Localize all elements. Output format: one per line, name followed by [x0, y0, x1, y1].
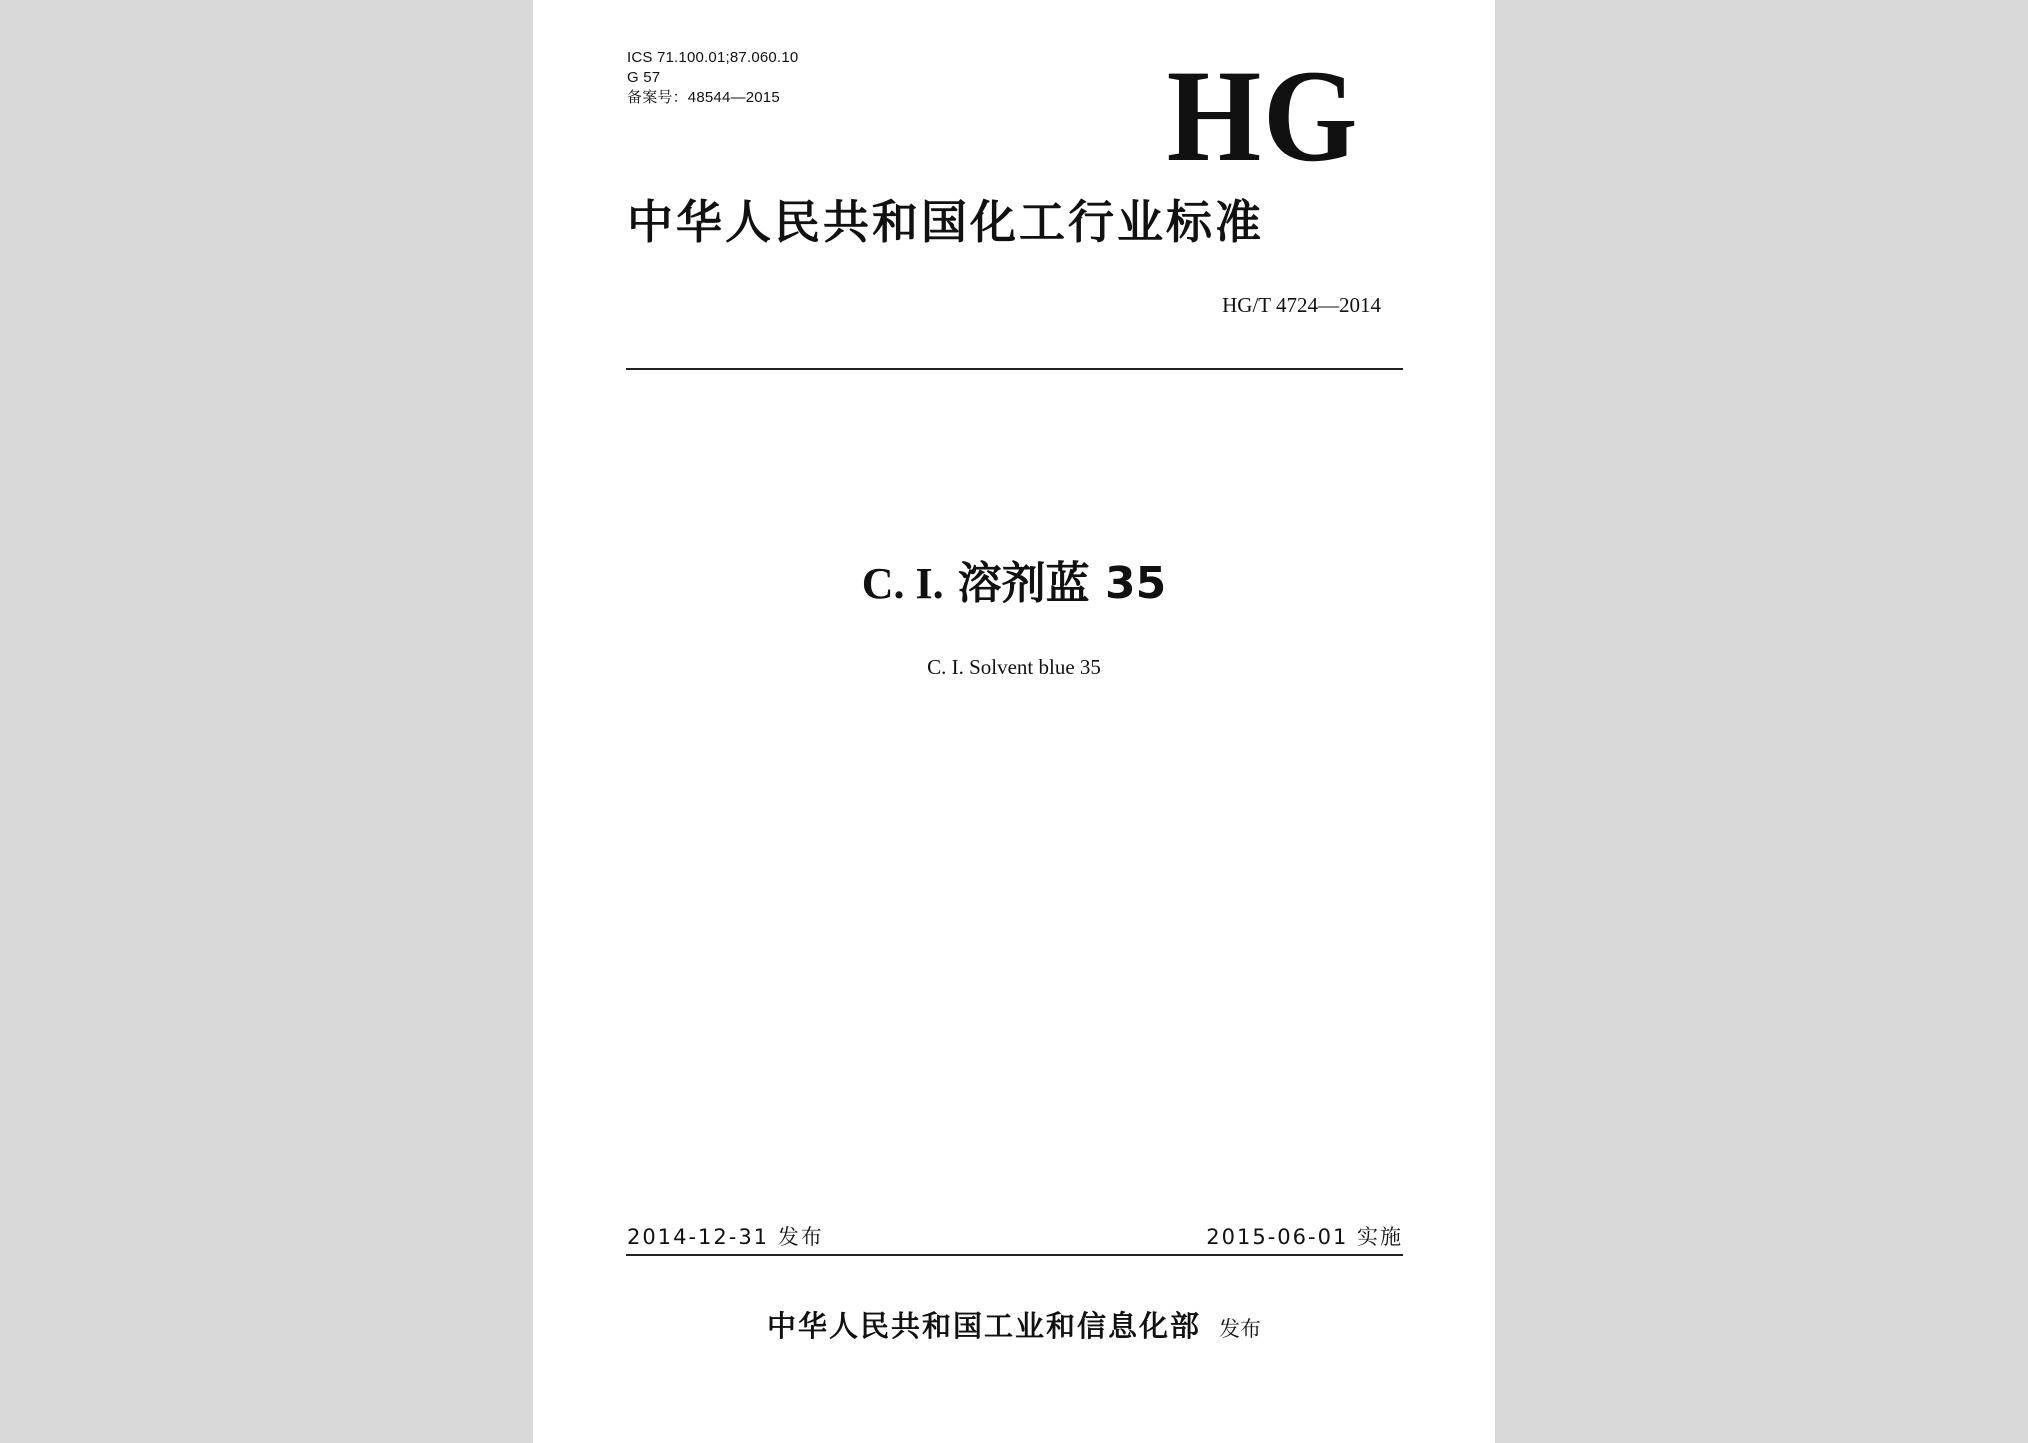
top-divider — [626, 368, 1403, 370]
publisher-action: 发布 — [1219, 1317, 1261, 1341]
standard-number: HG/T 4724—2014 — [1222, 293, 1381, 317]
hg-logo: HG — [1166, 42, 1359, 189]
issue-date: 2014-12-31 发布 — [627, 1225, 824, 1249]
bottom-divider — [626, 1254, 1403, 1256]
publisher-line — [533, 1304, 1495, 1345]
title-chinese-name: 溶剂蓝 35 — [957, 558, 1167, 609]
classification-block — [627, 48, 798, 108]
standard-category-title: 中华人民共和国化工行业标准 — [627, 195, 1264, 249]
implementation-date: 2015-06-01 实施 — [1206, 1225, 1403, 1249]
ccs-code: G 57 — [627, 69, 661, 86]
publisher-organization: 中华人民共和国工业和信息化部 — [766, 1309, 1201, 1343]
document-title-chinese — [533, 558, 1495, 610]
ics-code: ICS 71.100.01;87.060.10 — [627, 49, 799, 66]
document-page — [533, 0, 1495, 1443]
title-ci-prefix: C. I. — [861, 559, 944, 608]
document-title-english: C. I. Solvent blue 35 — [927, 655, 1101, 679]
record-number: 备案号：48544—2015 — [627, 89, 780, 106]
